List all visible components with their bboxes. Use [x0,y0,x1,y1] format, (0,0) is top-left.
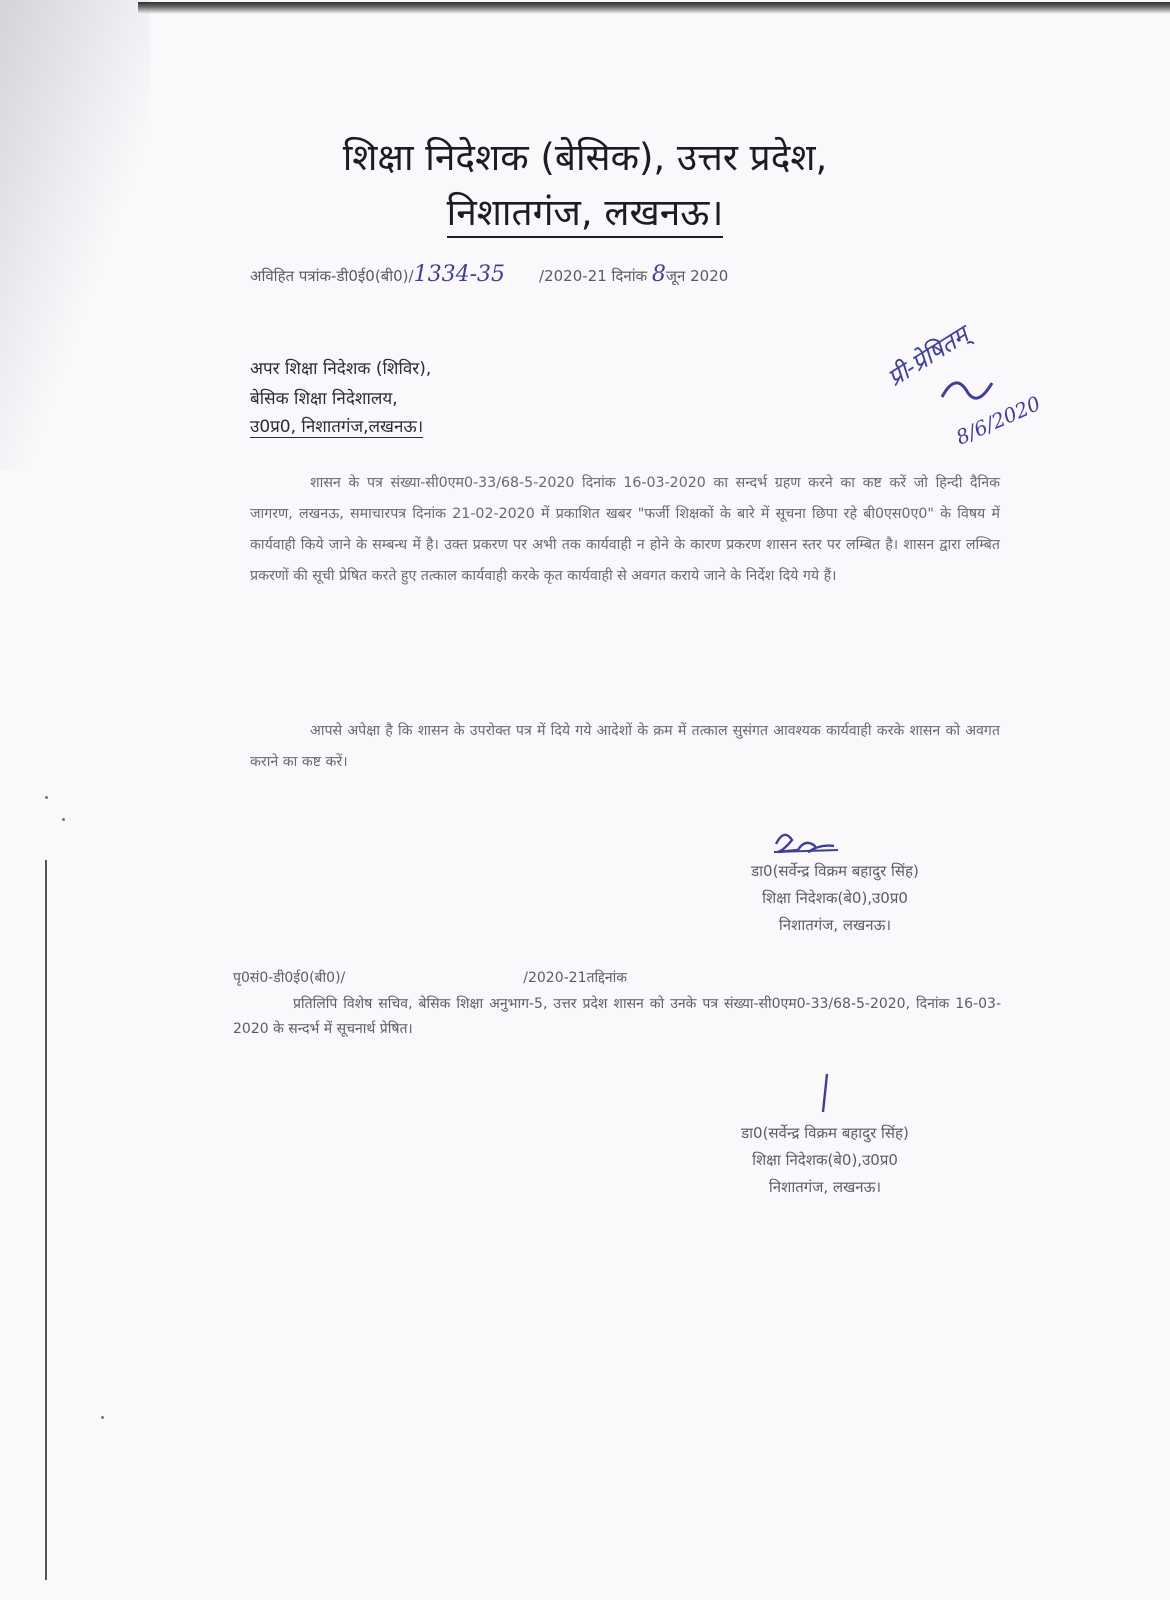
signatory-designation: शिक्षा निदेशक(बे0),उ0प्र0 [762,889,908,907]
signature-block-1 [690,858,980,939]
addressee-line: अपर शिक्षा निदेशक (शिविर), [250,359,432,379]
scan-edge-line [45,860,47,1580]
reference-date-label: दिनांक [611,267,648,285]
scan-speck [62,818,65,821]
addressee-line [250,414,423,437]
addressee-line: बेसिक शिक्षा निदेशालय, [250,389,398,409]
copy-reference-line [233,968,1013,987]
reference-prefix: अविहित पत्रांक-डी0ई0(बी0)/ [250,267,414,285]
letterhead-location-text: निशातगंज, लखनऊ। [447,191,724,238]
handwritten-receipt-note [880,295,1090,455]
reference-date-rest: जून 2020 [665,267,729,285]
reference-line [250,262,1000,287]
note-text: प्री-प्रेषितम् [882,320,974,393]
signatory-designation: शिक्षा निदेशक(बे0),उ0प्र0 [752,1151,898,1169]
copy-reference-suffix: /2020-21तद्दिनांक [523,970,628,986]
signatory-name: डा0(सर्वेन्द्र विक्रम बहादुर सिंह) [751,862,919,880]
copy-paragraph: प्रतिलिपि विशेष सचिव, बेसिक शिक्षा अनुभाग-5, उत्तर प्रदेश शासन को उनके पत्र संख्या-सी0एम0-33/68-5-2020, दिनांक 16-03-2020 के सन्दर्भ में सूचनार्थ प्रेषित। [233,996,1001,1037]
reference-year: /2020-21 [539,267,607,285]
letterhead-location [0,185,1170,236]
letterhead-title: शिक्षा निदेशक (बेसिक), उत्तर प्रदेश, [342,136,828,179]
scan-speck [45,796,48,799]
note-initials [942,383,992,398]
body-paragraph-1: शासन के पत्र संख्या-सी0एम0-33/68-5-2020 दिनांक 16-03-2020 का सन्दर्भ ग्रहण करने का कष्ट करें जो हिन्दी दैनिक जागरण, लखनऊ, समाचारपत्र दिनांक 21-02-2020 में प्रकाशित खबर "फर्जी शिक्षकों के बारे में सूचना छिपा रहे बी0एस0ए0" के विषय में कार्यवाही किये जाने के सम्बन्ध में है। उक्त प्रकरण पर अभी तक कार्यवाही न होने के कारण प्रकरण शासन स्तर पर लम्बित है। शासन द्वारा लम्बित प्रकरणों की सूची प्रेषित करते हुए तत्काल कार्यवाही करके कृत कार्यवाही से अवगत कराये जाने के निर्देश दिये गये हैं। [250,475,1000,584]
scan-top-edge [138,2,1170,14]
reference-day-handwritten: 8 [651,262,666,287]
note-date: 8/6/2020 [952,391,1045,450]
addressee-line-text: उ0प्र0, निशातगंज,लखनऊ। [250,417,424,437]
signature-mark [815,1072,835,1116]
scan-speck [101,1416,104,1419]
copy-reference-prefix: पृ0सं0-डी0ई0(बी0)/ [233,970,346,986]
signatory-name: डा0(सर्वेन्द्र विक्रम बहादुर सिंह) [741,1124,909,1142]
reference-number-handwritten: 1334-35 [413,262,506,287]
signature-block-2 [680,1120,970,1201]
signatory-location: निशातगंज, लखनऊ। [768,1178,882,1196]
signature-scribble [770,822,850,858]
signatory-location: निशातगंज, लखनऊ। [778,916,892,934]
body-paragraph-2: आपसे अपेक्षा है कि शासन के उपरोक्त पत्र में दिये गये आदेशों के क्रम में तत्काल सुसंगत आवश्यक कार्यवाही करके शासन को अवगत कराने का कष्ट करें। [250,723,1000,770]
